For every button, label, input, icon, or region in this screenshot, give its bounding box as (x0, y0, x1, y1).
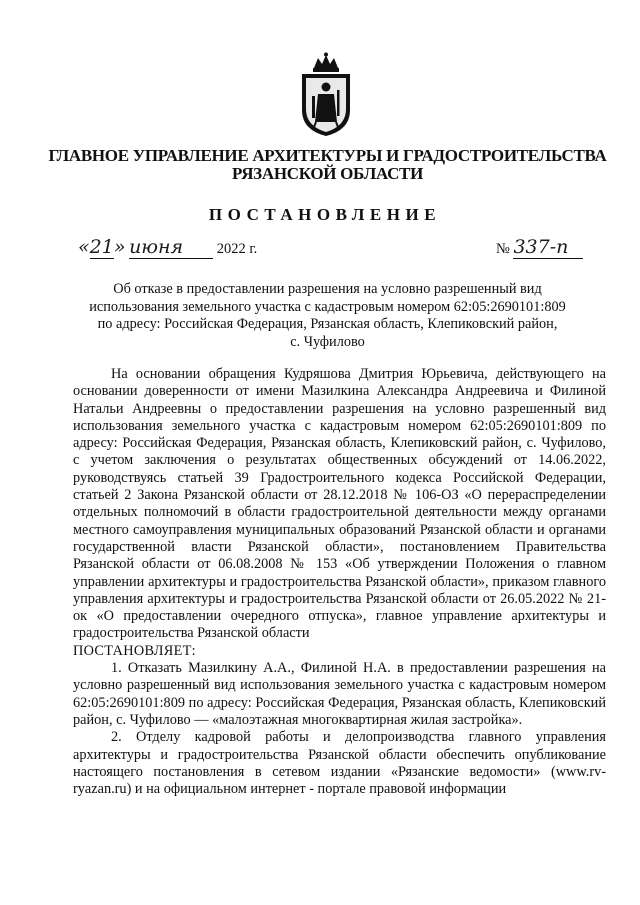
date-quote-open: « (78, 236, 90, 258)
number-value: 337-п (513, 236, 583, 259)
subject-line4: с. Чуфилово (290, 333, 365, 350)
date-month: июня (129, 236, 213, 259)
date-quote-close: » (113, 236, 126, 258)
subject-line2: использования земельного участка с кадастровым номером 62:05:2690101:809 (89, 298, 566, 315)
coat-of-arms-icon (294, 52, 358, 138)
decision-item-2: 2. Отделу кадровой работы и делопроизводства главного управления архитектуры и градостроительства Рязанской области обеспечить опубликование настоящего постановления в сетевом издании «Рязанские ведомости» (www.rv-ryazan.ru) и на официальном интернет - портале правовой информации (73, 729, 606, 798)
document-number (496, 236, 583, 262)
date-year: 2022 г. (216, 241, 258, 257)
subject-line1: Об отказе в предоставлении разрешения на условно разрешенный вид (113, 281, 542, 297)
decree-word: ПОСТАНОВЛЯЕТ: (73, 642, 196, 659)
number-label: № (496, 241, 510, 257)
document-subject (60, 281, 595, 351)
organization-name-line1: ГЛАВНОЕ УПРАВЛЕНИЕ АРХИТЕКТУРЫ И ГРАДОСТРОИТЕЛЬСТВА (48, 146, 607, 165)
decision-item-1: 1. Отказать Мазилкину А.А., Филиной Н.А. в предоставлении разрешения на условно разрешенный вид использования земельного участка с кадастровым номером 62:05:2690101:809 по адресу: Российская Федерация, Рязанская область, Клепиковский район, с. Чуфилово — «малоэтажная многоквартирная жилая застройка». (73, 660, 606, 728)
document-body (73, 366, 606, 798)
document-type-title: ПОСТАНОВЛЕНИЕ (208, 205, 442, 224)
preamble-paragraph: На основании обращения Кудряшова Дмитрия Юрьевича, действующего на основании доверенности от имени Мазилкина Александра Андреевича и Филиной Натальи Андреевны о предоставлении разрешения на условно разрешенный вид использования земельного участка с кадастровым номером 62:05:2690101:809 по адресу: Российская Федерация, Рязанская область, Клепиковский район, с. Чуфилово, с учетом заключения о результатах общественных обсуждений от 14.06.2022, руководствуясь статьей 39 Градостроительного кодекса Российской Федерации, статьей 2 Закона Рязанской области от 28.12.2018 № 106-ОЗ «О перераспределении отдельных полномочий в области градостроительной деятельности между органами местного самоуправления муниципальных образований Рязанской области и органами государственной власти Рязанской области», постановлением Правительства Рязанской области от 06.08.2008 № 153 «Об утверждении Положения о главном управлении архитектуры и градостроительства Рязанской области», приказом главного управления архитектуры и градостроительства Рязанской области от 26.05.2022 № 21-ок «О предоставлении очередного отпуска», главное управление архитектуры и градостроительства Рязанской области (73, 366, 606, 642)
date-day: 21 (89, 236, 114, 258)
subject-line3: по адресу: Российская Федерация, Рязанская область, Клепиковский район, (97, 316, 558, 332)
document-date (78, 236, 257, 262)
organization-name-line2: РЯЗАНСКОЙ ОБЛАСТИ (231, 164, 424, 183)
